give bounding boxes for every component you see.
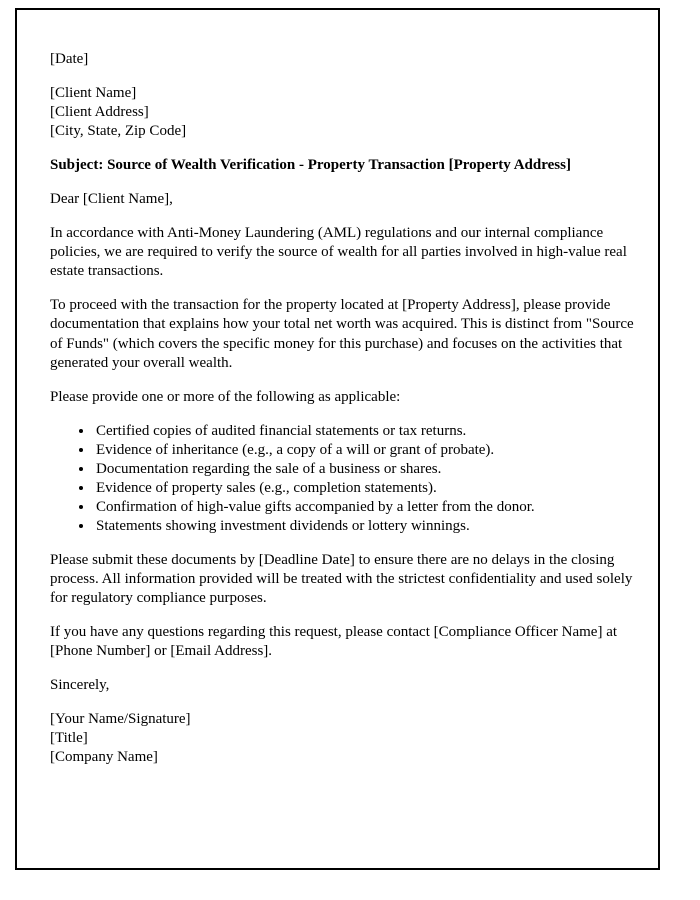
paragraph-list-lead: Please provide one or more of the following as applicable: — [50, 388, 401, 405]
bullet-item: • Statements showing investment dividends or lottery winnings. — [94, 517, 636, 536]
closing: Sincerely, — [50, 677, 110, 694]
evidence-bullet-list — [50, 422, 636, 536]
bullet-item: • Documentation regarding the sale of a business or shares. — [94, 460, 636, 479]
bullet-item: • Evidence of property sales (e.g., completion statements). — [94, 479, 636, 498]
signature-block — [50, 710, 636, 767]
client-address-block — [50, 84, 636, 141]
signature-name: [Your Name/Signature] — [50, 711, 191, 728]
letter-page — [15, 8, 660, 870]
salutation: Dear [Client Name], — [50, 191, 173, 208]
paragraph-documentation-request: To proceed with the transaction for the property located at [Property Address], please provide documentation that explains how your total net worth was acquired. This is distinct from "Source of Funds" (which covers the specific money for this purchase) and focuses on the activities that generated your overall wealth. — [50, 297, 634, 371]
bullet-item: • Certified copies of audited financial statements or tax returns. — [94, 422, 636, 441]
client-city-state-zip: [City, State, Zip Code] — [50, 123, 187, 140]
paragraph-aml-intro: In accordance with Anti-Money Laundering (AML) regulations and our internal compliance policies, we are required to verify the source of wealth for all parties involved in high-value real estate transactions. — [50, 225, 627, 280]
paragraph-contact: If you have any questions regarding this request, please contact [Compliance Officer Name] at [Phone Number] or [Email Address]. — [50, 624, 618, 660]
date-placeholder: [Date] — [50, 51, 89, 67]
paragraph-deadline: Please submit these documents by [Deadline Date] to ensure there are no delays in the closing process. All information provided will be treated with the strictest confidentiality and used solely for regulatory compliance purposes. — [50, 551, 633, 607]
bullet-item: • Evidence of inheritance (e.g., a copy of a will or grant of probate). — [94, 441, 636, 460]
signature-title: [Title] — [50, 730, 88, 747]
signature-company: [Company Name] — [50, 749, 158, 766]
subject-line: Subject: Source of Wealth Verification - Property Transaction [Property Address] — [50, 157, 571, 174]
client-name: [Client Name] — [50, 85, 137, 102]
client-address: [Client Address] — [50, 104, 149, 121]
bullet-item: • Confirmation of high-value gifts accompanied by a letter from the donor. — [94, 498, 636, 517]
